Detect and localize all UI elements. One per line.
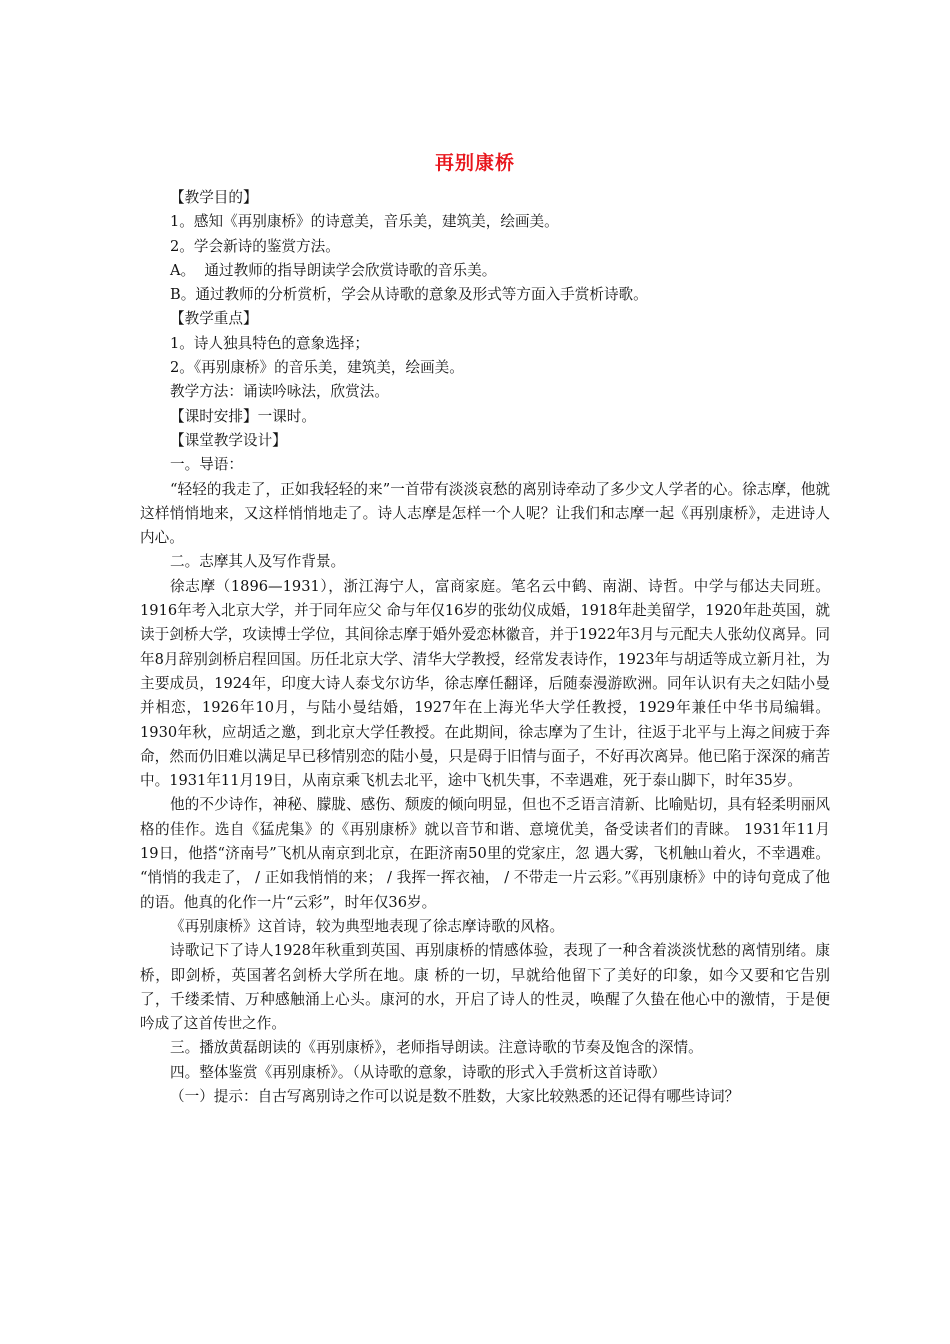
section-heading-design: 【课堂教学设计】: [170, 431, 287, 449]
focus-1: 1。诗人独具特色的意象选择；: [170, 334, 370, 352]
class-schedule: 【课时安排】一课时。: [170, 407, 316, 425]
objective-2b: B。通过教师的分析赏析，学会从诗歌的意象及形式等方面入手赏析诗歌。: [170, 286, 648, 304]
section-heading-focus: 【教学重点】: [170, 310, 258, 328]
objective-2: 2。学会新诗的鉴赏方法。: [170, 237, 340, 255]
background-paragraph: 诗歌记下了诗人1928年秋重到英国、再别康桥的情感体验，表现了一种含着淡淡忧愁的离情别绪。康桥，即剑桥，英国著名剑桥大学所在地。康 桥的一切，早就给他留下了美好的印象，如今又要和它告别了，千缕柔情、万种感触涌上心头。康河的水，开启了诗人的性灵，唤醒了久蛰在他心中的激情，于是便 吟成了这首传世之作。: [140, 942, 830, 1033]
part-2-heading: 二。志摩其人及写作背景。: [170, 553, 346, 571]
part-1-intro-heading: 一。导语：: [170, 456, 243, 474]
teaching-method: 教学方法：诵读吟咏法，欣赏法。: [170, 383, 389, 401]
part-4-paragraph: 四。整体鉴赏《再别康桥》。（从诗歌的意象，诗歌的形式入手赏析这首诗歌）: [170, 1063, 667, 1081]
prompt-paragraph: （一）提示：自古写离别诗之作可以说是数不胜数，大家比较熟悉的还记得有哪些诗词？: [170, 1087, 740, 1105]
section-heading-objectives: 【教学目的】: [170, 189, 258, 206]
objective-1: 1。感知《再别康桥》的诗意美，音乐美，建筑美，绘画美。: [170, 213, 559, 231]
document-body: [140, 186, 830, 1109]
style-paragraph: 《再别康桥》这首诗，较为典型地表现了徐志摩诗歌的风格。: [170, 917, 565, 935]
part-3-paragraph: 三。播放黄磊朗读的《再别康桥》，老师指导朗读。注意诗歌的节奏及饱含的深情。: [170, 1039, 703, 1057]
focus-2: 2。《再别康桥》的音乐美，建筑美，绘画美。: [170, 359, 464, 377]
document-title: 再别康桥: [434, 152, 515, 174]
works-paragraph: 他的不少诗作，神秘、朦胧、感伤、颓废的倾向明显，但也不乏语言清新、比喻贴切，具有轻柔明丽风格的佳作。选自《猛虎集》的《再别康桥》就以音节和谐、意境优美，备受读者们的青睐。 1931年11月19日，他搭“济南号”飞机从南京到北京，在距济南50里的党家庄，忽 遇大雾，飞机触山着火，不幸遇难。 “悄悄的我走了， / 正如我悄悄的来； / 我挥一挥衣袖， / 不带走一片云彩。”《再别康桥》中的诗句竟成了他的语。他真的化作一片“云彩”，时年仅36岁。: [140, 796, 830, 911]
biography-paragraph: 徐志摩（1896—1931），浙江海宁人，富商家庭。笔名云中鹤、南湖、诗哲。中学与郁达夫同班。1916年考入北京大学，并于同年应父 命与年仅16岁的张幼仪成婚，1918年赴美留学，1920年赴英国，就读于剑桥大学，攻读博士学位，其间徐志摩于婚外爱恋林徽音，并于1922年3月与元配夫人张幼仪离异。同年8月辞别剑桥启程回国。历任北京大学、清华大学教授，经常发表诗作，1923年与胡适等成立新月社，为主要成员，1924年，印度大诗人泰戈尔访华，徐志摩任翻译，后随泰漫游欧洲。同年认识有夫之妇陆小曼并相恋，1926年10月，与陆小曼结婚，1927年在上海光华大学任教授，1929年兼任中华书局编辑。1930年秋，应胡适之邀，到北京大学任教授。在此期间，徐志摩为了生计，往返于北平与上海之间疲于奔命，然而仍旧难以满足早已移情别恋的陆小曼，只是碍于旧情与面子，不好再次离异。他已陷于深深的痛苦中。1931年11月19日，从南京乘飞机去北平，途中飞机失事，不幸遇难，死于泰山脚下，时年35岁。: [140, 577, 830, 790]
intro-paragraph: “轻轻的我走了，正如我轻轻的来”一首带有淡淡哀愁的离别诗牵动了多少文人学者的心。徐志摩，他就这样悄悄地来，又这样悄悄地走了。诗人志摩是怎样一个人呢？让我们和志摩一起《再别康桥》，走进诗人内心。: [140, 480, 830, 547]
objective-2a: A。 通过教师的指导朗读学会欣赏诗歌的音乐美。: [170, 261, 497, 279]
